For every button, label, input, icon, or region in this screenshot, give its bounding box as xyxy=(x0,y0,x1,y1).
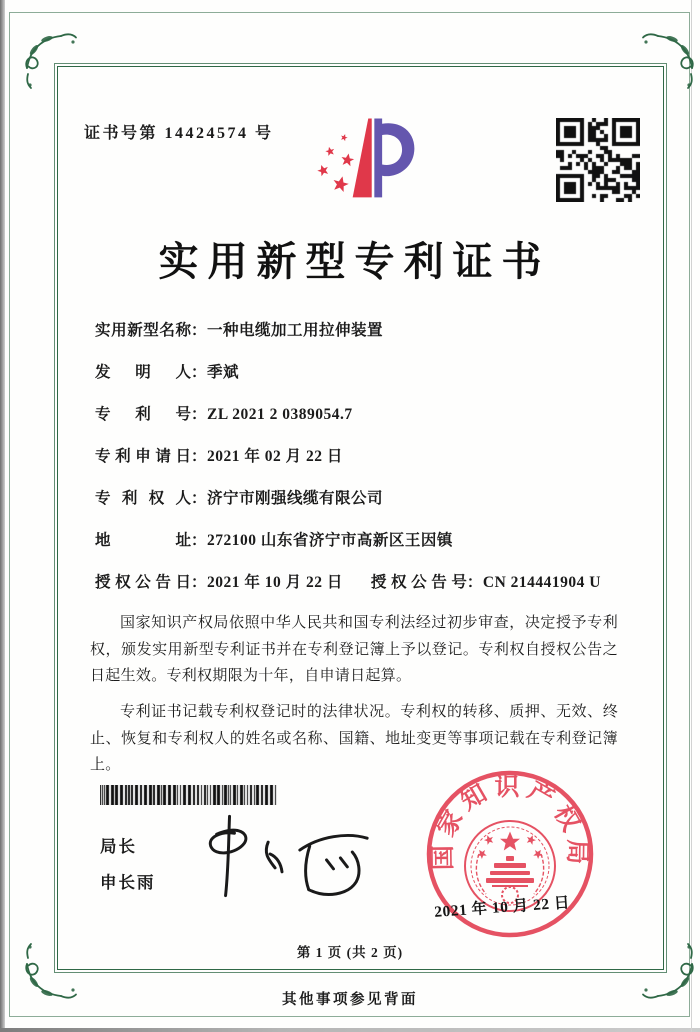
field-row-inventor xyxy=(95,360,625,380)
cnipa-logo-icon xyxy=(292,108,422,214)
qr-code-icon xyxy=(556,118,640,202)
field-label: 授权公告号 xyxy=(370,574,467,591)
signer-title: 局长 xyxy=(100,837,137,856)
field-label: 专利申请日 xyxy=(95,448,191,465)
certificate-number: 证书号第 14424574 号 xyxy=(84,125,274,142)
field-value: 2021 年 02 月 22 日 xyxy=(207,448,343,465)
page-number: 第 1 页 (共 2 页) xyxy=(296,945,404,960)
signer-block xyxy=(100,836,156,894)
legal-text xyxy=(90,610,618,788)
field-separator: ： xyxy=(191,490,207,507)
field-row-patent-number xyxy=(95,402,625,422)
field-row-patentee xyxy=(95,486,625,506)
field-row-filing-date xyxy=(95,444,625,464)
scan-edge-shadow xyxy=(691,0,692,1032)
legal-paragraph: 专利证书记载专利权登记时的法律状况。专利权的转移、质押、无效、终止、恢复和专利权人的姓名或名称、国籍、地址变更等事项记载在专利登记簿上。 xyxy=(90,704,618,774)
field-separator: ： xyxy=(466,574,483,591)
field-label: 授权公告日 xyxy=(95,574,191,591)
legal-paragraph: 国家知识产权局依照中华人民共和国专利法经过初步审查，决定授予专利权，颁发实用新型专利证书并在专利登记簿上予以登记。专利权自授权公告之日起生效。专利权期限为十年，自申请日起算。 xyxy=(90,615,618,685)
field-label: 专利权人 xyxy=(95,490,191,507)
grant-date-value: 2021 年 10 月 22 日 xyxy=(207,574,343,591)
handwritten-signature-icon xyxy=(183,810,381,900)
field-separator: ： xyxy=(191,322,207,339)
field-value: 272100 山东省济宁市高新区王因镇 xyxy=(207,532,453,549)
field-separator: ： xyxy=(191,532,207,549)
field-label: 地址 xyxy=(95,532,191,549)
field-separator: ： xyxy=(191,574,207,591)
certificate-title: 实用新型专利证书 xyxy=(158,239,551,284)
field-separator: ： xyxy=(191,448,207,465)
grant-number-value: CN 214441904 U xyxy=(482,574,601,591)
field-row-grant xyxy=(95,570,625,590)
field-value: 季斌 xyxy=(207,364,240,381)
seal-text: 国家知识产权局 xyxy=(429,773,591,871)
field-value: 一种电缆加工用拉伸装置 xyxy=(207,322,384,339)
field-label: 发明人 xyxy=(95,364,191,381)
signer-name: 申长雨 xyxy=(100,873,156,892)
field-label: 实用新型名称 xyxy=(95,322,191,339)
field-separator: ： xyxy=(191,364,207,381)
field-list xyxy=(95,318,625,612)
scan-edge-shadow xyxy=(0,0,5,1032)
footer-note: 其他事项参见背面 xyxy=(282,992,418,1008)
corner-ornament-icon xyxy=(21,30,93,102)
field-value: 济宁市刚强线缆有限公司 xyxy=(207,490,384,507)
field-value: ZL 2021 2 0389054.7 xyxy=(207,406,353,423)
field-row-address xyxy=(95,528,625,548)
barcode-icon xyxy=(100,785,278,805)
field-label: 专利号 xyxy=(95,406,191,423)
scan-edge-shadow xyxy=(0,1028,700,1032)
field-row-utility-model-name xyxy=(95,318,625,338)
corner-ornament-icon xyxy=(626,30,698,102)
seal-date: 2021 年 10 月 22 日 xyxy=(433,894,571,921)
field-separator: ： xyxy=(191,406,207,423)
